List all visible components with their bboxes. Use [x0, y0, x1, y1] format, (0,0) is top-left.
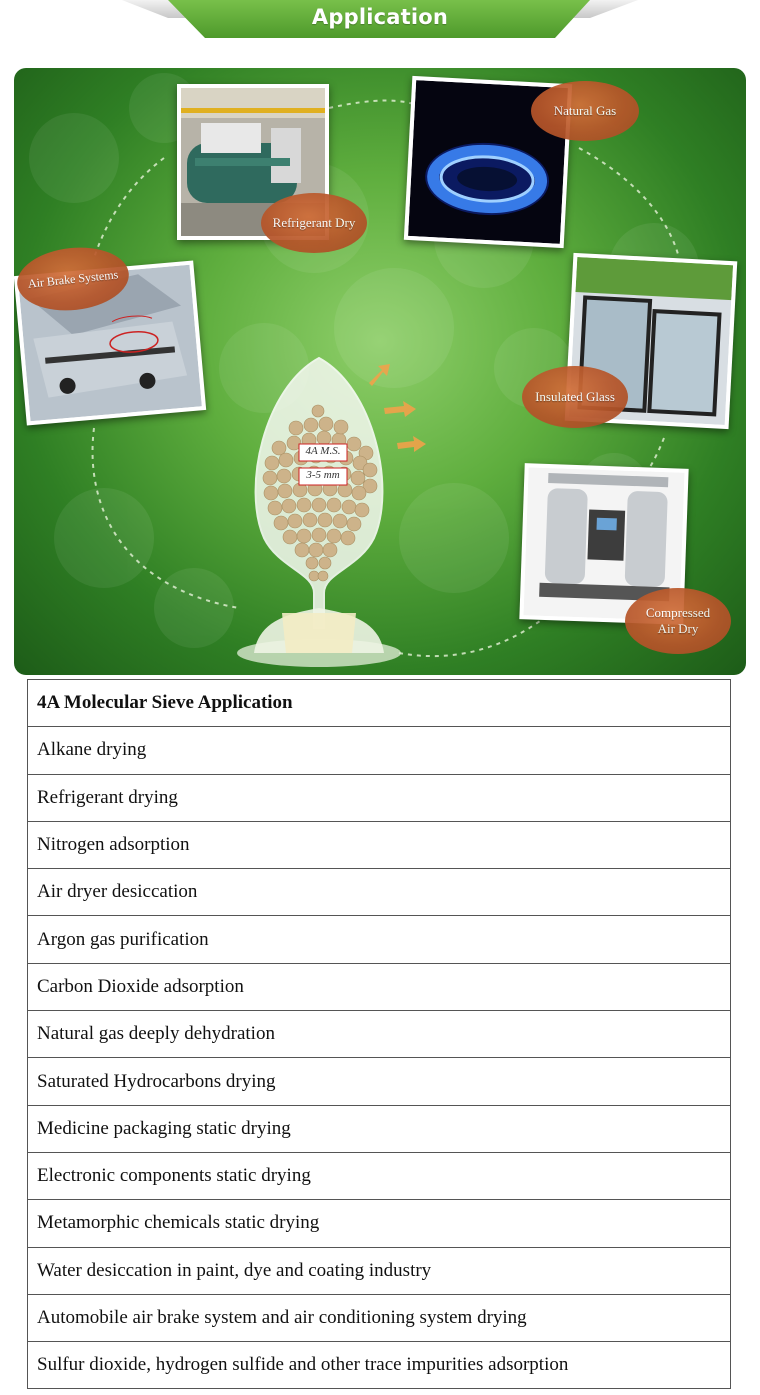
compressed-air-label-line1: Compressed: [645, 605, 711, 620]
insulated-glass-label: Insulated Glass: [522, 366, 628, 428]
table-cell: Medicine packaging static drying: [28, 1105, 731, 1152]
table-cell: Nitrogen adsorption: [28, 821, 731, 868]
table-cell: Alkane drying: [28, 727, 731, 774]
table-row: [28, 1058, 731, 1105]
bottle-tag-type: 4A M.S.: [305, 445, 341, 457]
table-row: [28, 1105, 731, 1152]
banner-title: Application: [311, 5, 449, 29]
table-row: [28, 1011, 731, 1058]
table-cell: Metamorphic chemicals static drying: [28, 1200, 731, 1247]
compressed-air-label-line2: Air Dry: [657, 621, 699, 636]
table-header-row: [28, 680, 731, 727]
table-cell: Carbon Dioxide adsorption: [28, 963, 731, 1010]
table-cell: Refrigerant drying: [28, 774, 731, 821]
table-row: [28, 1200, 731, 1247]
application-table: [27, 679, 731, 1389]
table-cell: Automobile air brake system and air conditioning system drying: [28, 1294, 731, 1341]
table-cell: Water desiccation in paint, dye and coating industry: [28, 1247, 731, 1294]
application-banner: [0, 0, 760, 46]
natural-gas-label: Natural Gas: [531, 81, 639, 141]
table-header-cell: 4A Molecular Sieve Application: [28, 680, 731, 727]
application-illustration: [14, 68, 746, 675]
table-row: [28, 869, 731, 916]
refrigerant-dry-label: Refrigerant Dry: [261, 193, 367, 253]
table-cell: Natural gas deeply dehydration: [28, 1011, 731, 1058]
table-row: [28, 1247, 731, 1294]
table-cell: Sulfur dioxide, hydrogen sulfide and other trace impurities adsorption: [28, 1342, 731, 1389]
table-row: [28, 821, 731, 868]
table-cell: Electronic components static drying: [28, 1152, 731, 1199]
table-row: [28, 727, 731, 774]
bottle-tag-size: 3-5 mm: [306, 469, 340, 481]
table-cell: Air dryer desiccation: [28, 869, 731, 916]
table-row: [28, 963, 731, 1010]
table-row: [28, 1152, 731, 1199]
air-brake-label: Air Brake Systems: [14, 242, 132, 315]
table-row: [28, 774, 731, 821]
table-cell: Saturated Hydrocarbons drying: [28, 1058, 731, 1105]
compressed-air-dry-label: [625, 588, 731, 654]
table-row: [28, 916, 731, 963]
table-cell: Argon gas purification: [28, 916, 731, 963]
table-row: [28, 1294, 731, 1341]
table-row: [28, 1342, 731, 1389]
